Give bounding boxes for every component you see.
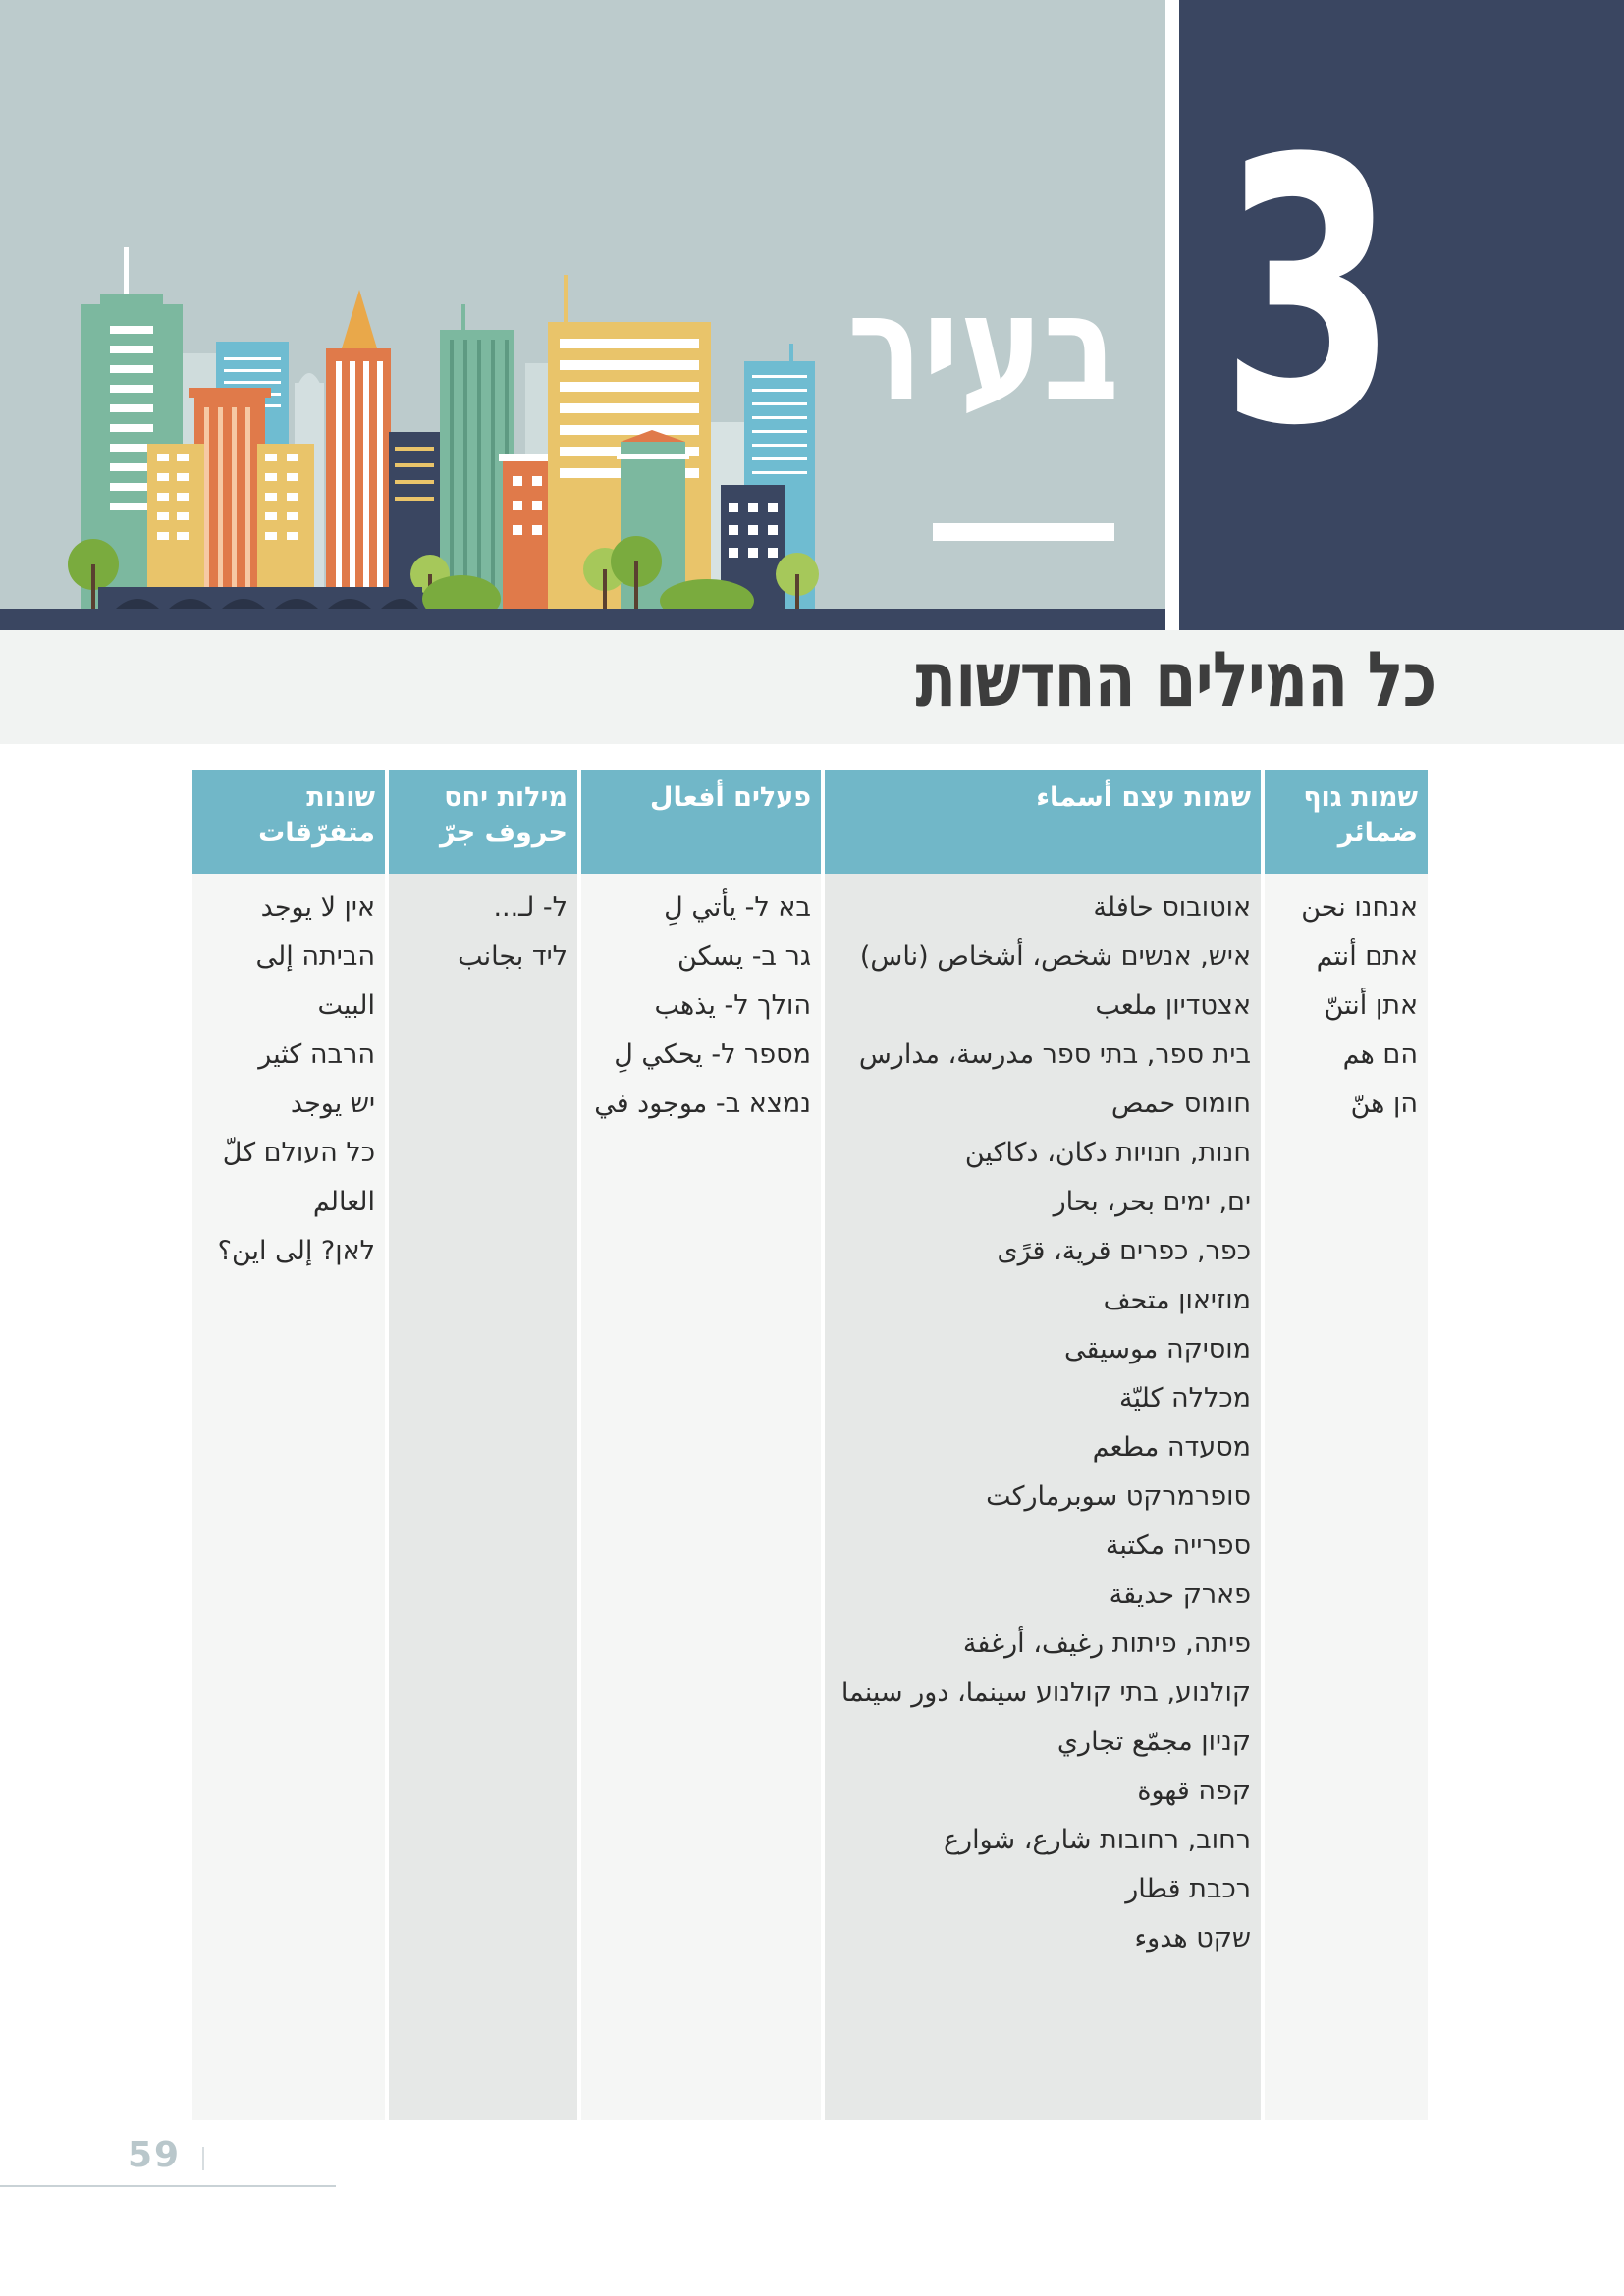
vocab-item: אצטדיון ملعب	[1095, 990, 1251, 1021]
column-header	[192, 770, 385, 874]
column-header-hebrew: שונות	[306, 782, 375, 813]
chapter-title-underline	[933, 523, 1114, 541]
banner-divider	[1165, 0, 1179, 630]
section-subtitle: כל המילים החדשות	[915, 636, 1435, 724]
vocab-item: יש يوجد	[290, 1089, 375, 1119]
vocab-item: אנחנו نحن	[1301, 892, 1418, 923]
vocab-item: איש, אנשים شخص، أشخاص (ناس)	[859, 941, 1251, 972]
vocab-item: מכללה كليّة	[1119, 1383, 1251, 1414]
column-body	[581, 874, 821, 2120]
footer-rule	[0, 2185, 336, 2187]
vocab-item: בית ספר, בתי ספר مدرسة، مدارس	[858, 1040, 1251, 1070]
chapter-number: 3	[1219, 83, 1398, 506]
vocab-item: גר ב- يسكن	[677, 941, 811, 972]
vocab-item: בא ל- يأتي لِ	[664, 892, 811, 923]
column-header-text: שמות עצם أسماء	[1036, 782, 1251, 813]
vocab-item: חומוס حمص	[1110, 1089, 1251, 1119]
vocab-item: קולנוע, בתי קולנוע سينما، دور سينما	[840, 1678, 1251, 1708]
vocab-item: נמצא ב- موجود في	[594, 1089, 811, 1119]
vocab-item: כפר, כפרים قرية، قرًى	[997, 1236, 1251, 1266]
vocab-item: קניון مجمّع تجاري	[1056, 1727, 1251, 1757]
vocab-item: אתן أنتنّ	[1324, 990, 1418, 1021]
vocab-item: כל העולם كلّ العالم	[222, 1138, 375, 1217]
vocab-item: חנות, חנויות دكان، دكاكين	[964, 1138, 1251, 1168]
column-body	[192, 874, 385, 2120]
vocab-item: ל- لـ...	[493, 892, 568, 923]
vocab-item: מוסיקה موسيقى	[1064, 1334, 1251, 1364]
column-header-hebrew: שמות גוף	[1303, 782, 1418, 813]
column-header	[389, 770, 577, 874]
vocab-item: אוטובוס حافلة	[1093, 892, 1251, 923]
vocab-item: הן هنّ	[1350, 1089, 1418, 1119]
column-header-arabic: متفرّقات	[258, 818, 375, 848]
vocab-item: קפה قهوة	[1137, 1776, 1251, 1806]
column-header-arabic: ضمائر	[1337, 818, 1418, 848]
vocab-item: מסעדה مطعم	[1092, 1432, 1251, 1463]
vocab-item: הם هم	[1342, 1040, 1418, 1070]
vocab-item: ים, ימים بحر، بحار	[1053, 1187, 1251, 1217]
vocab-item: פארק حديقة	[1109, 1579, 1251, 1610]
column-header-arabic: حروف جرّ	[439, 818, 568, 848]
chapter-title: בעיר	[847, 263, 1119, 434]
vocab-item: מספר ל- يحكي لِ	[614, 1040, 811, 1070]
vocab-item: אין لا يوجد	[260, 892, 375, 923]
column-body	[825, 874, 1261, 2120]
vocab-item: סופרמרקט سوبرماركت	[986, 1481, 1251, 1512]
page-number-separator	[202, 2147, 204, 2170]
vocab-item: רכבת قطار	[1125, 1874, 1251, 1904]
vocab-item: הרבה كثير	[258, 1040, 375, 1070]
vocab-item: ספרייה مكتبة	[1105, 1530, 1251, 1561]
column-header	[825, 770, 1261, 874]
vocab-item: מוזיאון متحف	[1103, 1285, 1251, 1315]
vocab-item: אתם أنتم	[1316, 941, 1418, 972]
column-body	[389, 874, 577, 2120]
column-header-text: פעלים أفعال	[650, 782, 811, 813]
page-number: 59	[128, 2135, 182, 2175]
column-header	[1265, 770, 1428, 874]
vocab-item: רחוב, רחובות شارع، شوارع	[943, 1825, 1251, 1855]
vocab-item: שקט هدوء	[1134, 1923, 1251, 1953]
vocab-item: לאן? إلى اين؟	[217, 1236, 375, 1266]
column-body	[1265, 874, 1428, 2120]
column-header	[581, 770, 821, 874]
vocab-item: הביתה إلى البيت	[255, 941, 375, 1021]
vocab-item: ליד بجانب	[458, 941, 568, 972]
vocab-item: פיתה, פיתות رغيف، أرغفة	[962, 1629, 1251, 1659]
column-header-hebrew: מילות יחס	[444, 782, 568, 813]
vocab-item: הולך ל- يذهب	[654, 990, 811, 1021]
